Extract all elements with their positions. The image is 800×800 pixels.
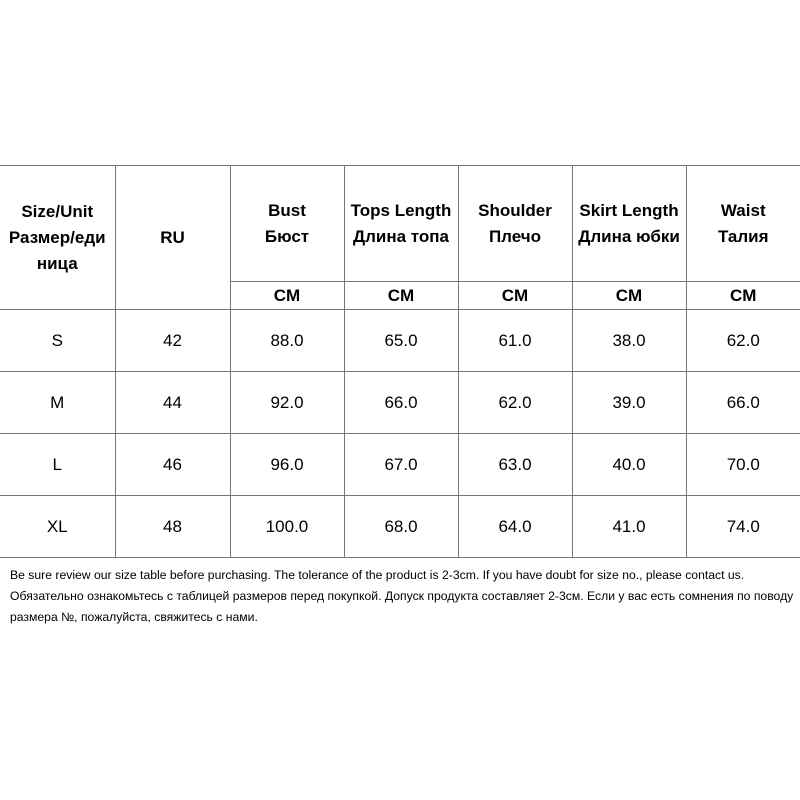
- header-bust-en: Bust: [268, 200, 306, 220]
- unit-shoulder: CM: [458, 282, 572, 310]
- cell-size: M: [0, 372, 115, 434]
- header-waist-en: Waist: [720, 200, 766, 220]
- cell-waist: 70.0: [686, 434, 800, 496]
- cell-skirt: 38.0: [572, 310, 686, 372]
- cell-tops: 65.0: [344, 310, 458, 372]
- cell-shoulder: 61.0: [458, 310, 572, 372]
- header-tops-ru: Длина топа: [352, 226, 449, 246]
- table-row: [0, 434, 800, 496]
- header-size-unit-ru-1: Размер/еди: [8, 227, 106, 247]
- cell-shoulder: 63.0: [458, 434, 572, 496]
- cell-tops: 66.0: [344, 372, 458, 434]
- cell-skirt: 39.0: [572, 372, 686, 434]
- cell-ru: 48: [115, 496, 230, 558]
- header-shoulder-ru: Плечо: [488, 226, 542, 246]
- cell-bust: 88.0: [230, 310, 344, 372]
- header-tops-en: Tops Length: [350, 200, 452, 220]
- cell-waist: 74.0: [686, 496, 800, 558]
- header-skirt-ru: Длина юбки: [578, 226, 680, 246]
- header-skirt-en: Skirt Length: [579, 200, 679, 220]
- header-size-unit-en: Size/Unit: [21, 201, 94, 221]
- note-english: Be sure review our size table before purchasing. The tolerance of the product is 2-3cm. If you have doubt for size no., please contact us.: [10, 568, 745, 582]
- header-ru-label: RU: [160, 227, 185, 247]
- header-tops-length: [344, 166, 458, 282]
- header-bust: [230, 166, 344, 282]
- header-row: [0, 166, 800, 282]
- cell-size: XL: [0, 496, 115, 558]
- header-ru: [115, 166, 230, 310]
- cell-ru: 42: [115, 310, 230, 372]
- header-waist: [686, 166, 800, 282]
- cell-tops: 67.0: [344, 434, 458, 496]
- cell-tops: 68.0: [344, 496, 458, 558]
- header-bust-ru: Бюст: [264, 226, 310, 246]
- cell-skirt: 40.0: [572, 434, 686, 496]
- cell-waist: 66.0: [686, 372, 800, 434]
- cell-shoulder: 64.0: [458, 496, 572, 558]
- cell-size: S: [0, 310, 115, 372]
- header-size-unit: [0, 166, 115, 310]
- cell-size: L: [0, 434, 115, 496]
- cell-ru: 44: [115, 372, 230, 434]
- header-skirt-length: [572, 166, 686, 282]
- cell-shoulder: 62.0: [458, 372, 572, 434]
- unit-tops: CM: [344, 282, 458, 310]
- cell-skirt: 41.0: [572, 496, 686, 558]
- size-table: [0, 165, 800, 558]
- cell-ru: 46: [115, 434, 230, 496]
- cell-bust: 96.0: [230, 434, 344, 496]
- header-shoulder-en: Shoulder: [478, 200, 552, 220]
- table-row: [0, 372, 800, 434]
- table-row: [0, 310, 800, 372]
- cell-bust: 100.0: [230, 496, 344, 558]
- cell-bust: 92.0: [230, 372, 344, 434]
- header-waist-ru: Талия: [717, 226, 769, 246]
- note-russian: Обязательно ознакомьтесь с таблицей размеров перед покупкой. Допуск продукта составляет 2-3см. Если у вас есть сомнения по поводу размера №, пожалуйста, свяжитесь с нами.: [10, 589, 794, 624]
- unit-bust: CM: [230, 282, 344, 310]
- size-chart: [0, 165, 800, 558]
- header-shoulder: [458, 166, 572, 282]
- cell-waist: 62.0: [686, 310, 800, 372]
- size-notes: [10, 565, 795, 628]
- header-size-unit-ru-2: ница: [36, 253, 78, 273]
- unit-skirt: CM: [572, 282, 686, 310]
- unit-waist: CM: [686, 282, 800, 310]
- table-row: [0, 496, 800, 558]
